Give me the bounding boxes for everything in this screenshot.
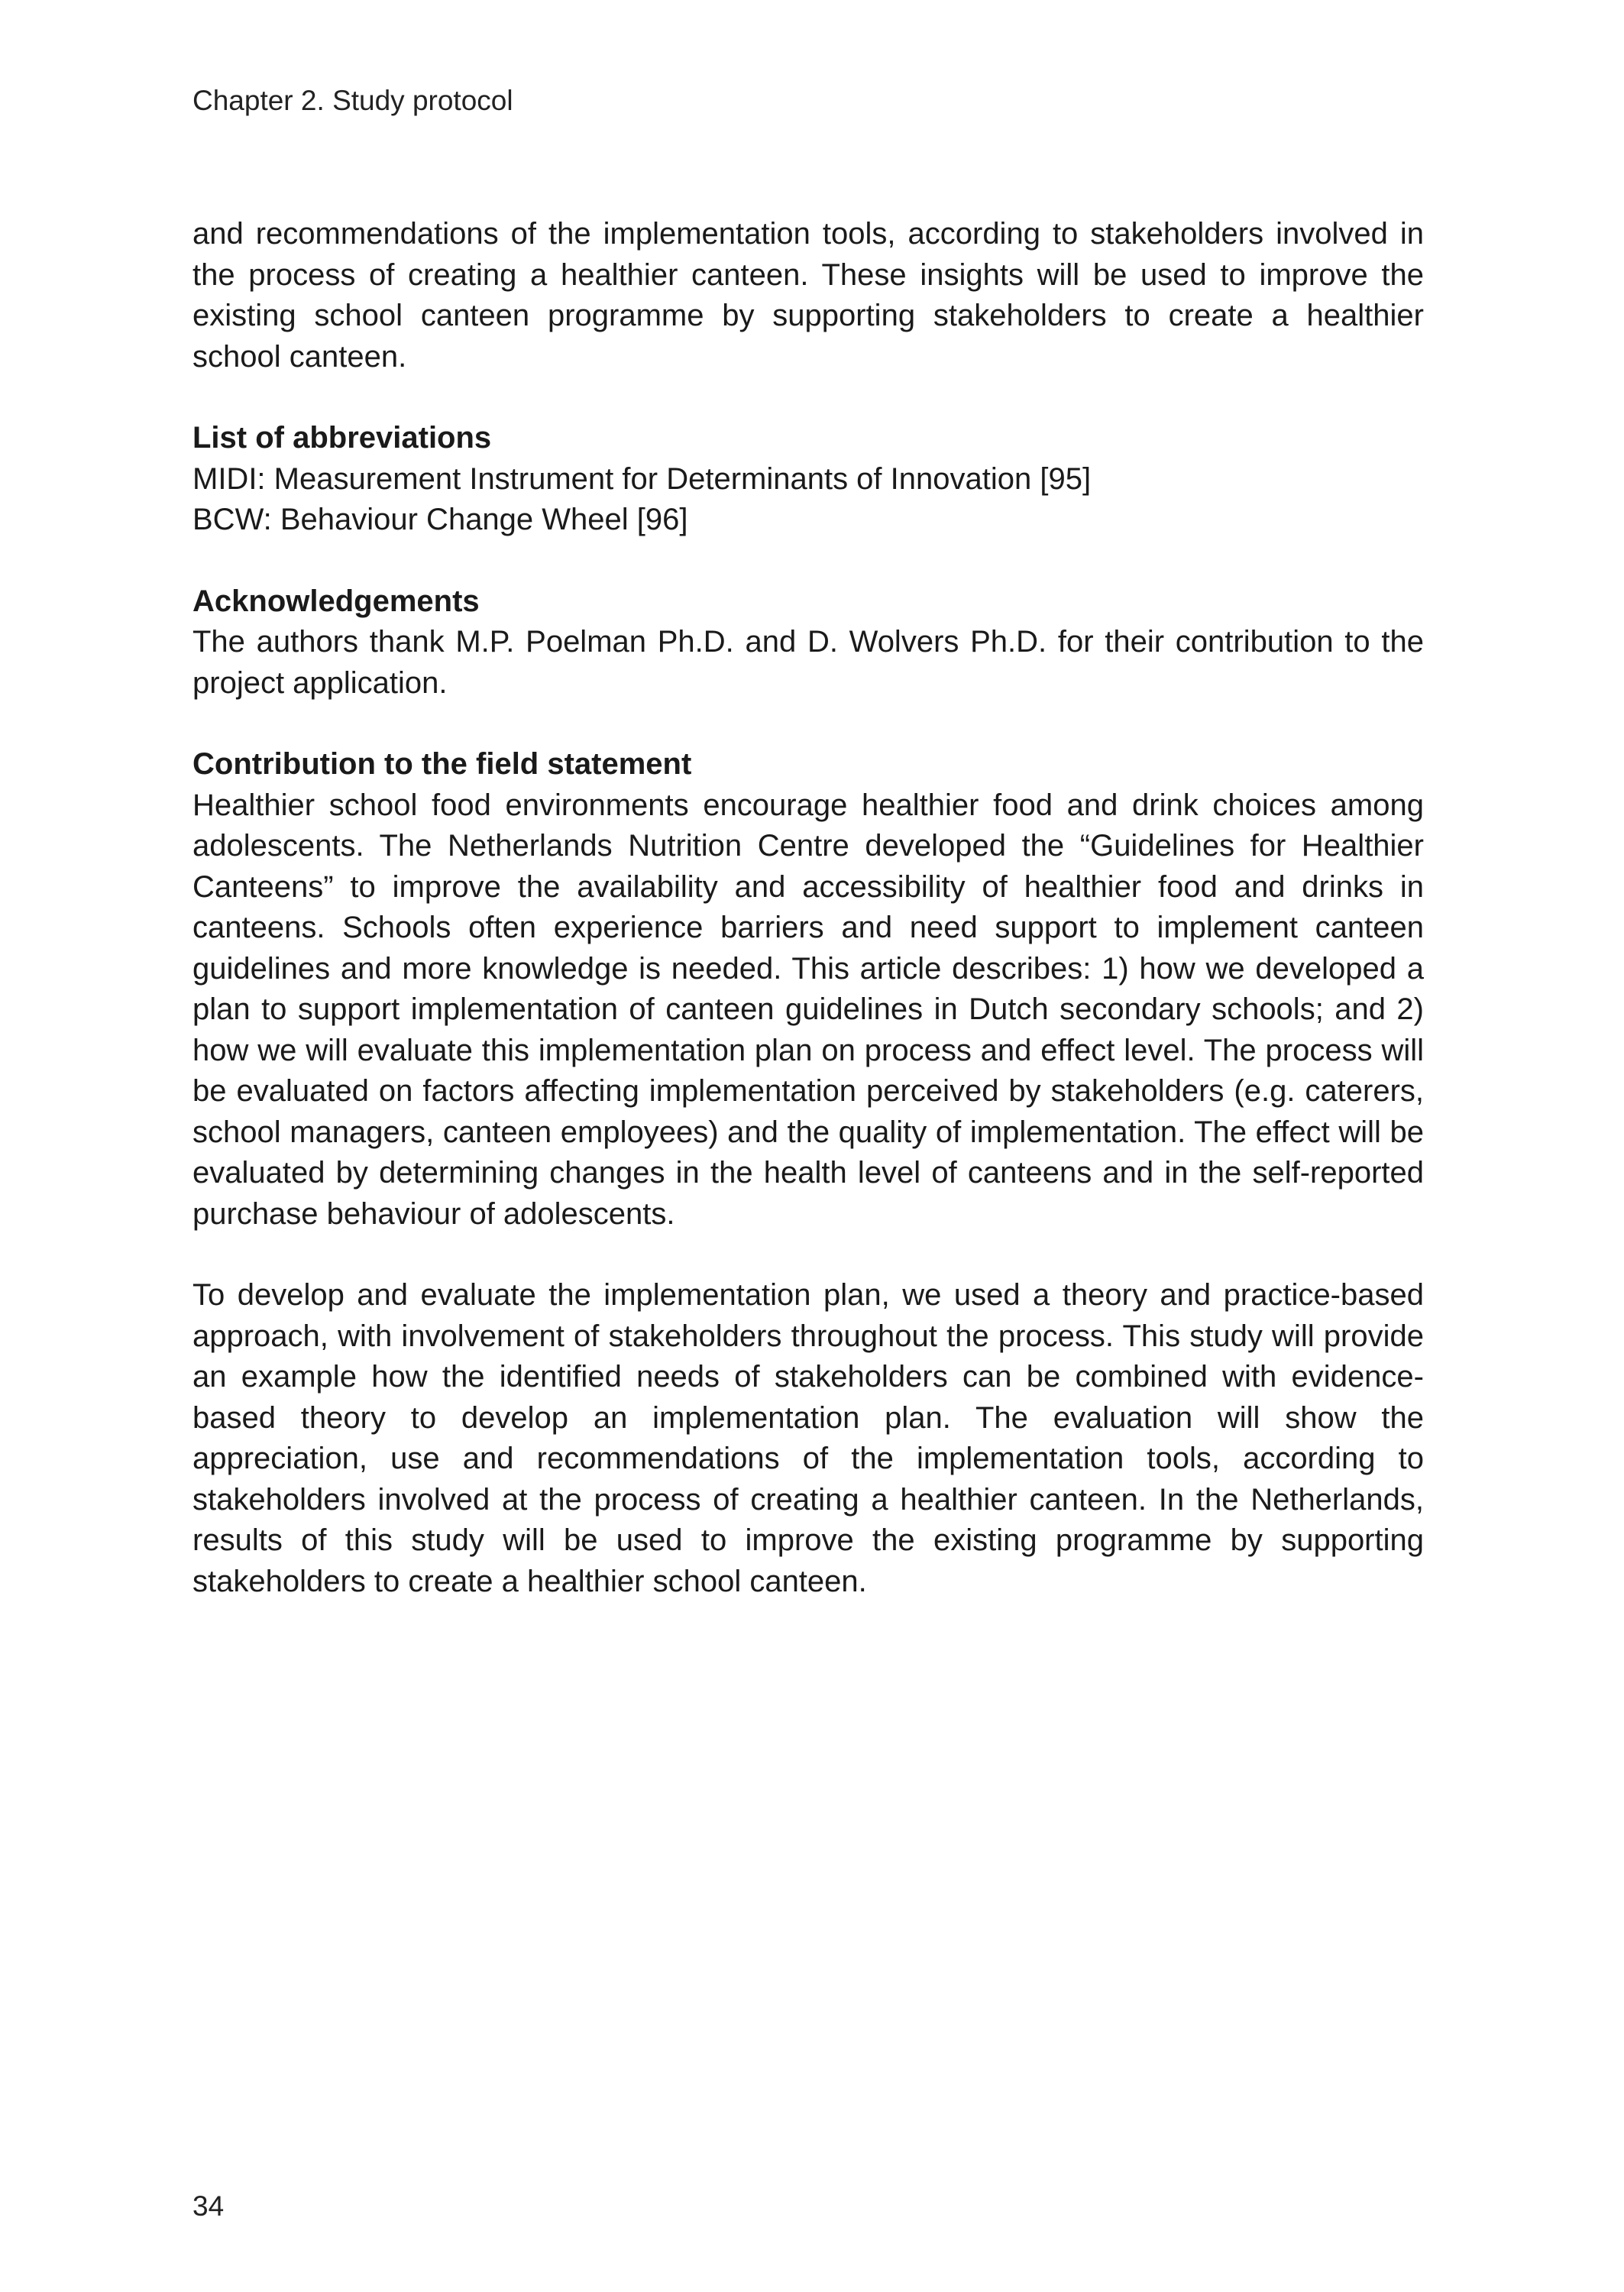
abbreviations-heading: List of abbreviations xyxy=(192,421,492,455)
abbreviations-section xyxy=(192,418,1424,541)
page-body xyxy=(192,214,1424,1602)
abbreviation-item: MIDI: Measurement Instrument for Determinants of Innovation [95] xyxy=(192,461,1092,496)
acknowledgements-heading: Acknowledgements xyxy=(192,584,480,618)
spacer xyxy=(192,1235,1424,1275)
page-number: 34 xyxy=(192,2190,225,2222)
spacer xyxy=(192,377,1424,418)
contribution-paragraph: To develop and evaluate the implementation plan, we used a theory and practice-based approach, with involvement of stakeholders throughout the process. This study will provide an example how the identified needs of stakeholders can be combined with evidence-based theory to develop an implementation plan. The evaluation will show the appreciation, use and recommendations of the implementation tools, according to stakeholders involved at the process of creating a healthier canteen. In the Netherlands, results of this study will be used to improve the existing programme by supporting stakeholders to create a healthier school canteen. xyxy=(192,1278,1424,1598)
section-title: Study protocol xyxy=(332,85,513,116)
contribution-paragraph: Healthier school food environments encourage healthier food and drink choices among adolescents. The Netherlands Nutrition Centre developed the “Guidelines for Healthier Canteens” to improve the availability and accessibility of healthier food and drinks in canteens. Schools often experience barriers and need support to implement canteen guidelines and more knowledge is needed. This article describes: 1) how we developed a plan to support implementation of canteen guidelines in Dutch secondary schools; and 2) how we will evaluate this implementation plan on process and effect level. The process will be evaluated on factors affecting implementation perceived by stakeholders (e.g. caterers, school managers, canteen employees) and the quality of implementation. The effect will be evaluated by determining changes in the health level of canteens and in the self-reported purchase behaviour of adolescents. xyxy=(192,788,1424,1231)
running-header xyxy=(192,83,513,119)
contribution-heading: Contribution to the field statement xyxy=(192,747,692,781)
acknowledgements-text: The authors thank M.P. Poelman Ph.D. and D. Wolvers Ph.D. for their contribution to the project application. xyxy=(192,625,1424,700)
intro-paragraph: and recommendations of the implementation tools, according to stakeholders involved in the process of creating a healthier canteen. These insights will be used to improve the existing school canteen programme by supporting stakeholders to create a healthier school canteen. xyxy=(192,217,1424,374)
abbreviation-item: BCW: Behaviour Change Wheel [96] xyxy=(192,503,688,536)
acknowledgements-section xyxy=(192,581,1424,704)
contribution-section xyxy=(192,744,1424,1602)
spacer xyxy=(192,704,1424,744)
chapter-label: Chapter 2. xyxy=(192,85,325,116)
spacer xyxy=(192,541,1424,581)
